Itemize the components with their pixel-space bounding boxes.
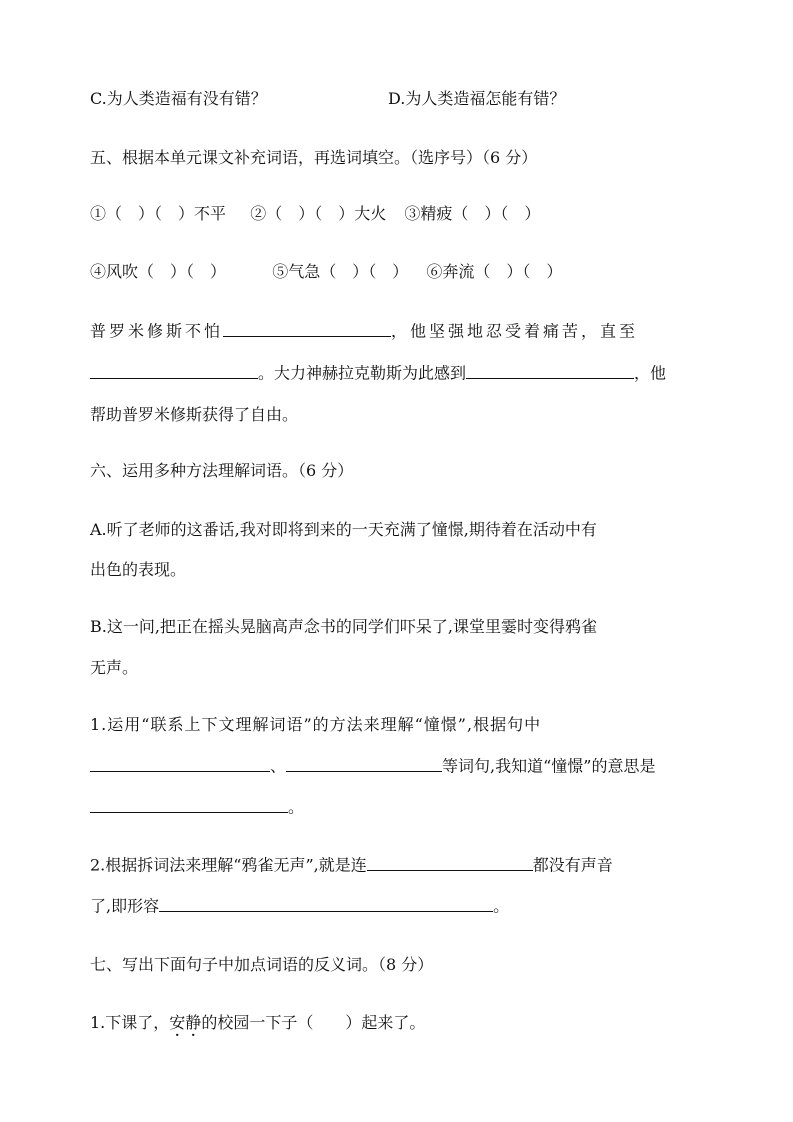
q6-s2-text1: 2.根据拆词法来理解“鸦雀无声”,就是连	[90, 855, 367, 875]
q5-item-5: ⑤气急（ ）（ ）	[272, 262, 409, 281]
q6-s1-end: 。	[288, 797, 305, 817]
q6-s2-text3: 了,即形容	[90, 896, 160, 916]
q6-a-line2: 出色的表现。	[90, 560, 187, 579]
q7-heading: 七、写出下面句子中加点词语的反义词。（8 分）	[90, 955, 434, 974]
q5-item-6: ⑥奔流（ ）（ ）	[426, 262, 563, 281]
q5-item-3: ③精疲（ ）（ ）	[404, 204, 541, 223]
option-d: D.为人类造福怎能有错？	[388, 89, 566, 108]
q6-a-line1: A.听了老师的这番话,我对即将到来的一天充满了憧憬,期待着在活动中有	[90, 520, 597, 539]
q5-fill-text1: 普罗米修斯不怕	[90, 321, 224, 341]
q5-item-2: ②（ ）（ ）大火	[250, 204, 387, 223]
blank-7[interactable]	[367, 852, 533, 871]
q7-s1	[90, 1010, 425, 1033]
q7-s1-post: 的校园一下子（ ）起来了。	[201, 1013, 426, 1032]
q6-s2-line1	[90, 852, 613, 876]
dotted-char-2: 静	[185, 1013, 202, 1032]
q7-s1-pre: 1.下课了，	[90, 1013, 170, 1032]
blank-2[interactable]	[90, 360, 258, 379]
blank-1[interactable]	[223, 318, 391, 337]
blank-8[interactable]	[159, 893, 493, 912]
q5-fill-line2	[90, 360, 666, 384]
q6-b-line2: 无声。	[90, 658, 139, 677]
q6-s1-text: 等词句,我知道“憧憬”的意思是	[442, 756, 656, 776]
q5-item-4: ④风吹（ ）（ ）	[90, 262, 227, 281]
q6-s1-line2	[90, 753, 655, 777]
blank-4[interactable]	[90, 753, 270, 772]
q6-s1-line1: 1.运用“联系上下文理解词语”的方法来理解“憧憬”,根据句中	[90, 715, 542, 734]
q6-s2-text2: 都没有声音	[532, 855, 613, 875]
q6-s1-sep: 、	[270, 756, 287, 776]
q5-row2	[90, 259, 562, 282]
q6-s2-end: 。	[493, 896, 510, 916]
q6-s1-line3	[90, 794, 304, 818]
q6-s2-line2	[90, 893, 509, 917]
q6-heading: 六、运用多种方法理解词语。（6 分）	[90, 461, 354, 480]
q6-b-line1: B.这一问,把正在摇头晃脑高声念书的同学们吓呆了,课堂里霎时变得鸦雀	[90, 617, 598, 636]
q5-item-1: ①（ ）（ ）不平	[90, 204, 227, 223]
q5-fill-line1	[90, 318, 638, 342]
q5-fill-line3: 帮助普罗米修斯获得了自由。	[90, 405, 299, 424]
q5-heading: 五、根据本单元课文补充词语，再选词填空。（选序号）（6 分）	[90, 148, 538, 167]
blank-5[interactable]	[286, 753, 442, 772]
option-c: C.为人类造福有没有错？	[90, 89, 267, 108]
q5-fill-text2: ，他坚强地忍受着痛苦，直至	[391, 321, 639, 341]
q5-row1	[90, 201, 540, 224]
blank-6[interactable]	[90, 794, 288, 813]
q5-fill-text4: ，他	[634, 363, 667, 383]
blank-3[interactable]	[466, 360, 634, 379]
dotted-char-1: 安	[169, 1013, 186, 1032]
q5-fill-text3: 。大力神赫拉克勒斯为此感到	[258, 363, 467, 383]
